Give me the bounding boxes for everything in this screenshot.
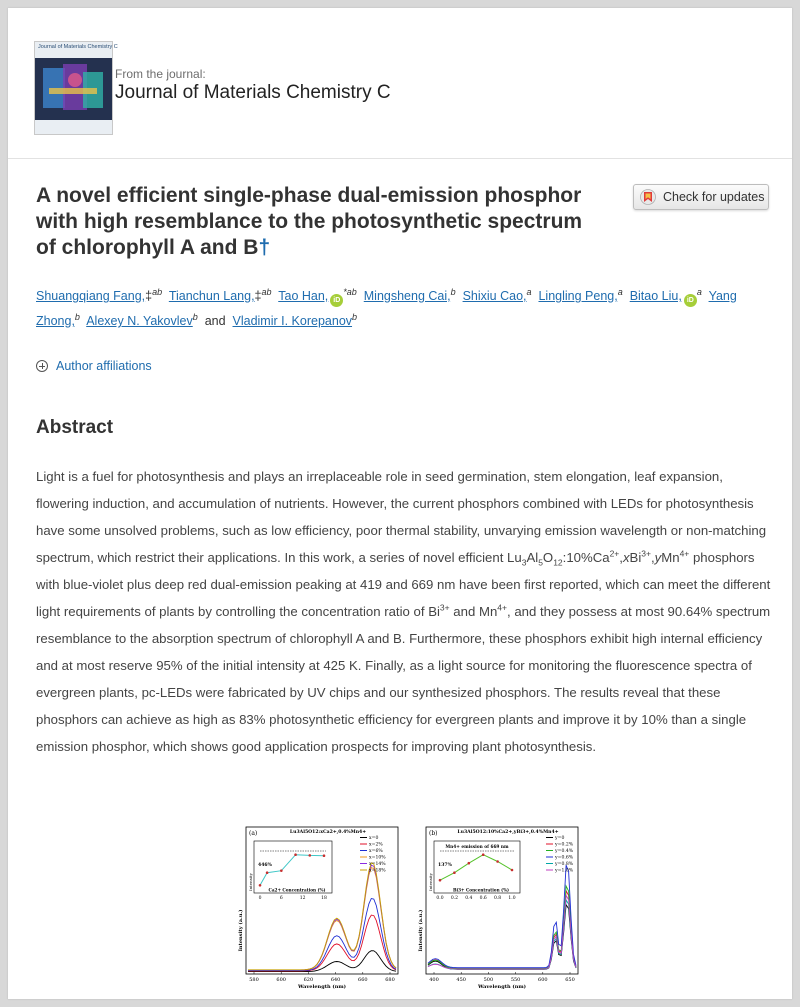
abstract-part-3: , and they possess at most 90.64% spectrum resemblance to the absorption spectrum of chlorophyll A and B. Furthermore, these phosphors exhibit high internal efficiency and at most reserve 95% of the initial intensity at 425 K. Finally, as a light source for monitoring the fluorescence spectra of evergreen plants, pc-LEDs were fabricated by UV chips and our synthesized phosphors. The results reveal that these phosphors can achieve as high as 83% photosynthetic efficiency for evergreen plants and improve it by 10% than a single emission phosphor, which shows good application prospects for improving plant photosynthesis. bbox=[36, 604, 771, 754]
inset-point bbox=[259, 884, 262, 887]
inset-point bbox=[308, 854, 311, 857]
legend-label: y=0 bbox=[555, 836, 565, 841]
inset-tick-label: 6 bbox=[279, 896, 283, 901]
spectrum-line-2 bbox=[248, 915, 396, 971]
y-axis-label: Intensity (a.u.) bbox=[418, 909, 424, 952]
x-tick-label: 600 bbox=[538, 977, 548, 983]
abstract-part-2: phosphors with blue-violet plus deep red dual-emission peaking at 419 and 669 nm have been first reported, which can meet the different light requirements of plants by controlling the concentration ratio of bbox=[36, 550, 771, 619]
x-tick-label: 650 bbox=[565, 977, 575, 983]
inset-tick-label: 18 bbox=[321, 896, 327, 901]
author-entry bbox=[538, 286, 623, 303]
legend-label: x=6% bbox=[369, 849, 383, 854]
x-tick-label: 580 bbox=[249, 977, 259, 983]
author-affiliation: *ab bbox=[343, 286, 357, 297]
formula-o: O bbox=[542, 550, 554, 565]
legend-label: y=0.6% bbox=[555, 855, 574, 861]
author-entry bbox=[86, 311, 198, 328]
inset-point bbox=[482, 853, 485, 856]
cover-footer bbox=[35, 120, 112, 134]
spectrum-line-5 bbox=[428, 900, 576, 969]
crossmark-icon bbox=[640, 189, 656, 205]
author-affiliation: b bbox=[192, 311, 198, 322]
author-entry bbox=[168, 286, 272, 303]
abstract-heading: Abstract bbox=[36, 417, 114, 438]
inset-tick-label: 0 bbox=[258, 896, 262, 901]
x-tick-label: 400 bbox=[429, 977, 439, 983]
journal-name[interactable]: Journal of Materials Chemistry C bbox=[115, 82, 391, 103]
author-affiliation: a bbox=[526, 286, 532, 297]
cover-title: Journal of Materials Chemistry C bbox=[38, 44, 118, 50]
ratio-mn: Mn bbox=[478, 604, 498, 619]
author-link[interactable]: Yang Zhong, bbox=[36, 289, 737, 328]
x-tick-label: 550 bbox=[510, 977, 521, 983]
author-affiliations-toggle[interactable] bbox=[36, 359, 152, 373]
formula-comma: , bbox=[619, 550, 623, 565]
author-affiliation: a bbox=[696, 286, 702, 297]
article-title bbox=[36, 183, 596, 261]
author-entry bbox=[232, 311, 358, 328]
author-link[interactable]: Shixiu Cao, bbox=[462, 289, 527, 303]
author-link[interactable]: Vladimir I. Korepanov bbox=[232, 314, 353, 328]
inset-point bbox=[496, 860, 499, 863]
inset-tick-label: 0.0 bbox=[436, 896, 444, 901]
author-affiliation: a bbox=[617, 286, 623, 297]
inset-tick-label: 0.2 bbox=[450, 896, 458, 901]
x-tick-label: 500 bbox=[483, 977, 494, 983]
formula-bi-superscript: 3+ bbox=[641, 548, 651, 559]
author-affiliation: ab bbox=[261, 286, 272, 297]
author-link[interactable]: Alexey N. Yakovlev bbox=[86, 314, 193, 328]
formula-y: y bbox=[654, 550, 662, 565]
inset-annotation: 137% bbox=[438, 863, 452, 868]
inset-tick-label: 0.8 bbox=[494, 896, 502, 901]
author-entry bbox=[278, 286, 357, 304]
x-tick-label: 640 bbox=[330, 977, 341, 983]
orcid-icon[interactable]: iD bbox=[330, 294, 343, 307]
spectrum-line-3 bbox=[248, 899, 396, 971]
formula-o-subscript: 12 bbox=[553, 557, 563, 568]
x-tick-label: 680 bbox=[385, 977, 395, 983]
formula-bi: Bi bbox=[629, 550, 642, 565]
expand-plus-icon bbox=[36, 360, 48, 372]
inset-x-label: Ca2+ Concentration (%) bbox=[268, 887, 326, 893]
inset-point bbox=[266, 871, 269, 874]
chemical-formula bbox=[507, 548, 690, 568]
y-axis-label: Intensity (a.u.) bbox=[238, 909, 244, 952]
x-tick-label: 450 bbox=[456, 977, 466, 983]
legend-label: y=0.4% bbox=[555, 849, 574, 854]
author-link[interactable]: Lingling Peng, bbox=[538, 289, 618, 303]
legend-label: x=0 bbox=[369, 836, 379, 841]
author-link[interactable]: Shuangqiang Fang, bbox=[36, 289, 146, 303]
author-link[interactable]: Bitao Liu, bbox=[629, 289, 682, 303]
ratio-bi: Bi bbox=[428, 604, 440, 619]
author-list bbox=[36, 284, 766, 334]
check-for-updates-label: Check for updates bbox=[663, 190, 765, 204]
inset-point bbox=[511, 869, 514, 872]
title-dagger-link[interactable]: † bbox=[258, 236, 271, 259]
graphical-abstract-figure[interactable] bbox=[232, 819, 584, 994]
check-for-updates-button[interactable] bbox=[633, 184, 769, 210]
author-affiliations-label: Author affiliations bbox=[56, 359, 152, 373]
formula-comma: , bbox=[650, 550, 655, 565]
inset-y-label: Intensity bbox=[248, 873, 253, 891]
legend-label: x=2% bbox=[369, 842, 383, 848]
x-tick-label: 660 bbox=[358, 977, 368, 983]
inset-x-label: Bi3+ Concentration (%) bbox=[452, 887, 510, 893]
panel-label: (a) bbox=[249, 830, 258, 837]
inset-tick-label: 12 bbox=[299, 896, 306, 901]
author-affiliation: b bbox=[74, 311, 80, 322]
formula-ca: :10%Ca bbox=[562, 550, 610, 565]
ratio-mn-superscript: 4+ bbox=[497, 602, 507, 613]
author-affiliation: b bbox=[352, 311, 358, 322]
inset-point bbox=[294, 853, 297, 856]
legend-label: x=14% bbox=[369, 862, 386, 867]
inset-annotation: 446% bbox=[258, 863, 272, 868]
formula-mn-superscript: 4+ bbox=[679, 548, 690, 559]
author-affiliation: ab bbox=[152, 286, 163, 297]
formula-ca-superscript: 2+ bbox=[609, 548, 620, 559]
legend-label: x=10% bbox=[369, 855, 386, 861]
ratio-bi-superscript: 3+ bbox=[439, 602, 450, 613]
x-tick-label: 600 bbox=[276, 977, 286, 983]
formula-x: x bbox=[622, 550, 630, 565]
from-journal-label: From the journal: bbox=[115, 67, 206, 81]
formula-mn: Mn bbox=[661, 550, 680, 565]
legend-label: y=0.8% bbox=[555, 862, 574, 867]
chart-title: Lu3Al5O12:10%Ca2+,yBi3+,0.4%Mn4+ bbox=[457, 830, 559, 835]
author-entry bbox=[629, 286, 702, 304]
author-marks: ‡ bbox=[254, 289, 262, 303]
author-marks: ‡ bbox=[145, 289, 153, 303]
inset-point bbox=[439, 879, 442, 882]
author-link[interactable]: Mingsheng Cai, bbox=[363, 289, 451, 303]
ratio-and: and bbox=[449, 604, 479, 619]
legend-label: y=1.0% bbox=[555, 868, 574, 874]
journal-header bbox=[8, 8, 792, 159]
legend-label: y=0.2% bbox=[555, 842, 574, 848]
formula-lu: Lu bbox=[507, 550, 522, 565]
author-link[interactable]: Tao Han, bbox=[278, 289, 329, 303]
cover-banner bbox=[35, 42, 118, 58]
article-page bbox=[8, 8, 792, 999]
inset-tick-label: 0.4 bbox=[465, 896, 473, 901]
article-title-text: A novel efficient single-phase dual-emission phosphor with high resemblance to the photosynthetic spectrum of chlorophyll A and B bbox=[36, 184, 583, 259]
abstract-text bbox=[36, 463, 776, 760]
inset-point bbox=[323, 854, 326, 857]
authors-and: and bbox=[204, 314, 226, 328]
inset-point bbox=[280, 869, 283, 872]
inset-tick-label: 1.0 bbox=[508, 896, 516, 901]
author-entry bbox=[363, 286, 456, 303]
inset-y-label: Intensity bbox=[428, 873, 433, 891]
formula-lu-subscript: 3 bbox=[521, 557, 527, 568]
legend-label: x=18% bbox=[369, 868, 386, 874]
x-tick-label: 620 bbox=[303, 977, 314, 983]
spectrum-line-6 bbox=[428, 895, 576, 969]
x-axis-label: Wavelength (nm) bbox=[477, 984, 527, 990]
panel-label: (b) bbox=[429, 830, 438, 837]
inset-title: Mn4+ emission of 669 nm bbox=[445, 845, 509, 850]
orcid-icon[interactable]: iD bbox=[684, 294, 697, 307]
author-entry bbox=[36, 286, 163, 303]
cover-artwork bbox=[35, 58, 112, 120]
inset-point bbox=[453, 871, 456, 874]
inset-point bbox=[468, 862, 471, 865]
author-entry bbox=[462, 286, 532, 303]
formula-al-subscript: 5 bbox=[538, 557, 543, 568]
author-affiliation: b bbox=[450, 286, 456, 297]
author-link[interactable]: Tianchun Lang, bbox=[168, 289, 255, 303]
journal-cover-image[interactable] bbox=[34, 41, 118, 135]
chart-title: Lu3Al5O12:xCa2+,0.4%Mn4+ bbox=[289, 830, 367, 835]
abstract-part-1: Light is a fuel for photosynthesis and plays an irreplaceable role in seed germination, stem elongation, leaf expansion, flowering induction, and accumulation of nutrients. However, the current phosphors combined with LEDs for photosynthesis have some unsolved problems, such as low efficiency, poor thermal stability, unvarying emission wavelength or non-matching spectrum, which restrict their applications. In this work, a series of novel efficient bbox=[36, 469, 767, 565]
inset-tick-label: 0.6 bbox=[479, 896, 487, 901]
x-axis-label: Wavelength (nm) bbox=[297, 984, 347, 990]
formula-al: Al bbox=[526, 550, 539, 565]
